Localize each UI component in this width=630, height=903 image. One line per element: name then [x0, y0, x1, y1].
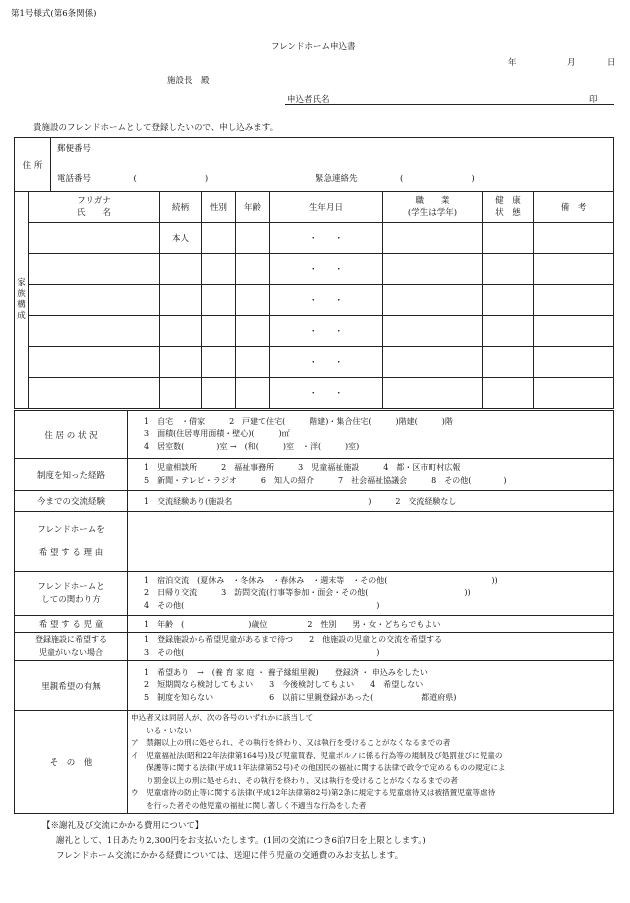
reason-row	[15, 512, 614, 572]
other-row	[15, 711, 614, 814]
reason-input[interactable]	[128, 512, 614, 572]
seal-mark: 印	[589, 95, 598, 105]
intro-text: 貴施設のフレンドホームとして登録したいので、申し込みます。	[33, 123, 279, 133]
fee-line-1: 謝礼として、1日あたり2,300円をお支払いたします。(1回の交流につき6泊7日を上限とします。)	[56, 836, 426, 846]
birth-date-placeholder: ・ ・	[270, 378, 383, 409]
no-child-options[interactable]: 1 登録施設から希望児童があるまで待つ 2 他施設の児童との交流を希望する 3 その他( )	[128, 633, 614, 661]
addressee: 施設長 殿	[167, 76, 210, 86]
foster-row	[15, 661, 614, 711]
applicant-name-line	[285, 104, 614, 105]
fee-heading: 【※謝礼及び交流にかかる費用について】	[42, 821, 204, 831]
birth-date-placeholder: ・ ・	[270, 316, 383, 347]
date-day: 日	[607, 58, 616, 68]
route-label: 制度を知った経路	[15, 459, 128, 491]
address-table	[14, 137, 614, 192]
phone-label: 電話番号 ( )	[57, 174, 209, 184]
desired-child-row	[15, 616, 614, 633]
foster-options[interactable]: 1 希望あり → (養 育 家 庭 ・ 養子縁組里親) 登録済 ・ 申込みをしたい 2 短期間なら検討してもよい 3 今後検討してもよい 4 希望しない 5 制度を知らない 6 以前に里親登録があった( 都道府県)	[128, 661, 614, 711]
age-column-header: 年齢	[236, 192, 270, 223]
desired-child-options[interactable]: 1 年齢 ( )歳位 2 性別 男・女・どちらでもよい	[128, 616, 614, 633]
fee-line-2: フレンドホーム交流にかかる経費については、送迎に伴う児童の交通費のみお支払します。	[56, 851, 404, 861]
birth-date-placeholder: ・ ・	[270, 285, 383, 316]
table-row	[15, 316, 614, 347]
route-row	[15, 459, 614, 491]
health-column-header: 健 康 状 態	[483, 192, 534, 223]
birth-date-placeholder: ・ ・	[270, 347, 383, 378]
table-row	[15, 254, 614, 285]
route-options[interactable]: 1 児童相談所 2 福祉事務所 3 児童福祉施設 4 都・区市町村広報 5 新聞・テレビ・ラジオ 6 知人の紹介 7 社会福祉協議会 8 その他( )	[128, 459, 614, 491]
relation-column-header: 続柄	[160, 192, 202, 223]
applicant-name-label: 申込者氏名	[287, 95, 330, 105]
address-label: 住 所	[15, 138, 51, 192]
name-column-header: フリガナ 氏 名	[29, 192, 160, 223]
foster-label: 里親希望の有無	[15, 661, 128, 711]
family-table	[14, 191, 614, 409]
other-clause[interactable]: 申込者又は同居人が、次の各号のいずれかに該当して いる・いない ア 禁錮以上の刑に処せられ、その執行を終わり、又は執行を受けることがなくなるまでの者 イ 児童福祉法(昭和22年法律第164号)及び児童買春、児童ポルノに係る行為等の規制及び処罰並びに児童の 保護等に関する法律(平成11年法律第52号)その他国民の福祉に関する法律で政令で定めるものの規定によ り罰金以上の刑に処せられ、その執行を終わり、又は執行を受けることがなくなるまでの者 ウ 児童虐待の防止等に関する法律(平成12年法律第82号)第2条に規定する児童虐待又は被措置児童等虐待 を行った者その他児童の福祉に関し著しく不適当な行為をした者	[128, 711, 614, 814]
date-month: 月	[567, 58, 576, 68]
involvement-label: フレンドホームと しての関わり方	[15, 572, 128, 616]
job-column-header: 職 業 (学生は学年)	[383, 192, 483, 223]
involvement-options[interactable]: 1 宿泊交流 (夏休み ・冬休み ・春休み ・週末等 ・その他( )) 2 日帰り交流 3 訪問交流(行事等参加・面会・その他( )) 4 その他( )	[128, 572, 614, 616]
family-label: 家族構成	[15, 192, 29, 409]
emergency-contact-label: 緊急連絡先 ( )	[315, 174, 475, 184]
other-label: そ の 他	[15, 711, 128, 814]
page-title: フレンドホーム申込書	[271, 42, 356, 52]
sex-column-header: 性別	[202, 192, 236, 223]
desired-child-label: 希 望 す る 児 童	[15, 616, 128, 633]
history-options[interactable]: 1 交流経験あり(施設名 ) 2 交流経験なし	[128, 491, 614, 512]
history-row	[15, 491, 614, 512]
housing-row	[15, 411, 614, 459]
no-child-label: 登録施設に希望する 児童がいない場合	[15, 633, 128, 661]
postal-code-label: 郵便番号	[57, 144, 92, 154]
history-label: 今までの交流経験	[15, 491, 128, 512]
relation-self: 本人	[160, 223, 202, 254]
family-header-row	[15, 192, 614, 223]
remarks-column-header: 備 考	[534, 192, 614, 223]
birth-column-header: 生年月日	[270, 192, 383, 223]
table-row	[15, 223, 614, 254]
reason-label: フレンドホームを 希 望 す る 理 由	[15, 512, 128, 572]
birth-date-placeholder: ・ ・	[270, 223, 383, 254]
date-year: 年	[508, 58, 517, 68]
table-row	[15, 285, 614, 316]
detail-table	[14, 410, 614, 814]
no-child-row	[15, 633, 614, 661]
involvement-row	[15, 572, 614, 616]
form-number: 第1号様式(第6条関係)	[11, 9, 97, 19]
housing-label: 住 居 の 状 況	[15, 411, 128, 459]
table-row	[15, 347, 614, 378]
birth-date-placeholder: ・ ・	[270, 254, 383, 285]
address-cell[interactable]	[51, 138, 614, 192]
table-row	[15, 378, 614, 409]
housing-options[interactable]: 1 自宅 ・借家 2 戸建て住宅( 階建)・集合住宅( )階建( )階 3 面積(住居専用面積・壁心)( )㎡ 4 居室数( )室 → (和( )室 ・洋( )室)	[128, 411, 614, 459]
